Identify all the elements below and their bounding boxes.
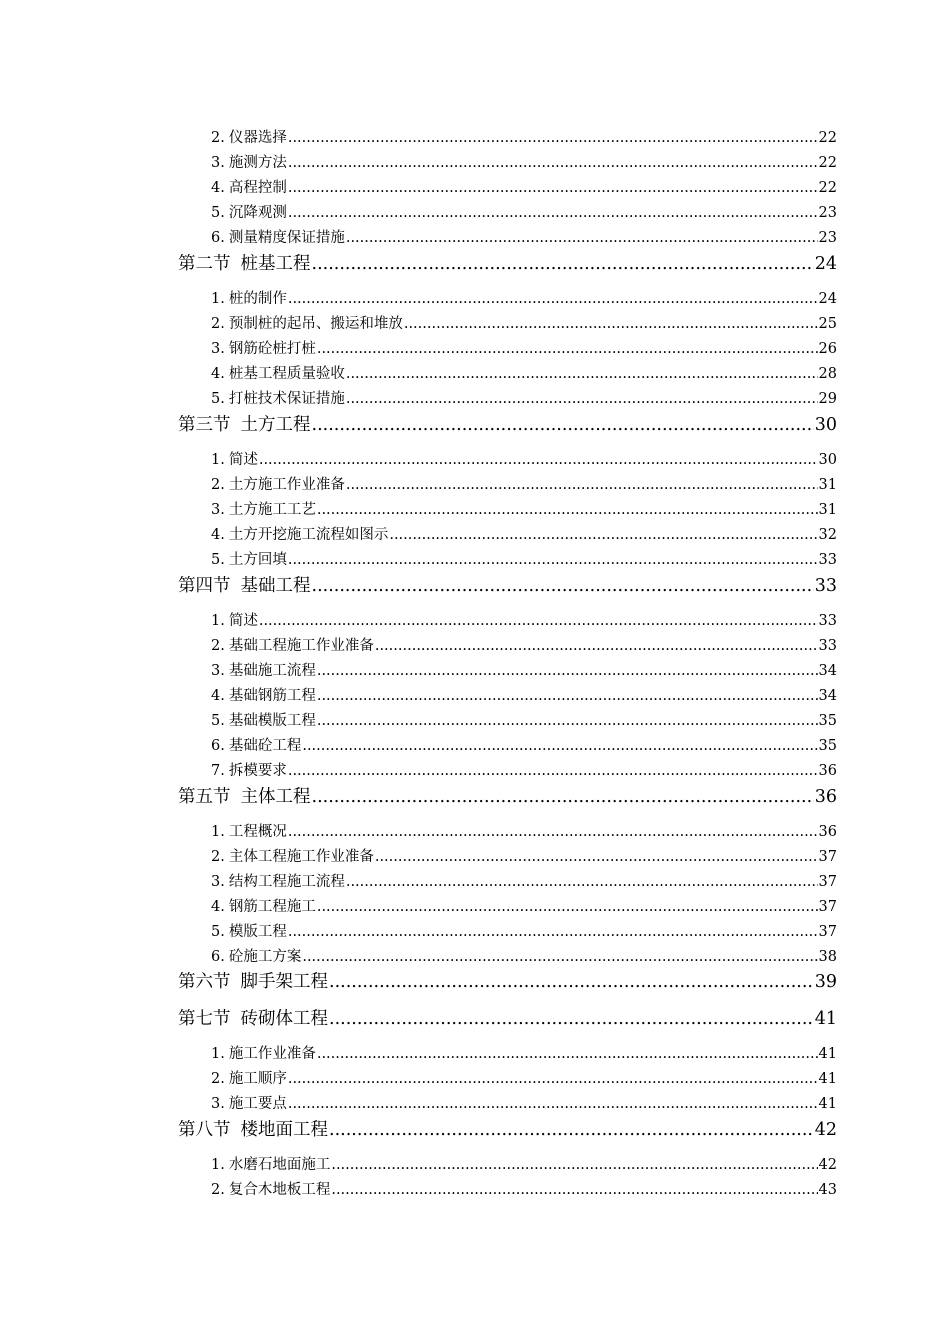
toc-entry-title: 基础施工流程 (228, 663, 316, 679)
toc-entry-number: 2. (211, 130, 225, 146)
toc-entry-label (211, 1069, 287, 1089)
toc-leader-dots (312, 785, 814, 809)
toc-leader-dots (317, 1044, 818, 1064)
toc-entry-title: 基础工程 (240, 576, 311, 596)
toc-entry-number: 7. (211, 763, 225, 779)
toc-entry-number: 4. (211, 688, 225, 704)
toc-entry-label (211, 178, 287, 198)
toc-entry-number: 4. (211, 366, 225, 382)
toc-subsection-entry[interactable] (211, 203, 837, 223)
toc-subsection-entry[interactable] (211, 1094, 837, 1114)
toc-entry-title: 土方回填 (228, 552, 287, 568)
toc-section-entry[interactable] (178, 1007, 837, 1031)
toc-page-number: 30 (818, 452, 837, 468)
toc-entry-title: 施测方法 (228, 155, 287, 171)
toc-leader-dots (331, 1155, 817, 1175)
toc-subsection-entry[interactable] (211, 339, 837, 359)
toc-subsection-entry[interactable] (211, 178, 837, 198)
toc-page-number: 30 (814, 415, 837, 435)
toc-subsection-entry[interactable] (211, 475, 837, 495)
toc-page-number: 36 (818, 824, 837, 840)
toc-leader-dots (375, 636, 818, 656)
toc-section-entry[interactable] (178, 970, 837, 994)
toc-subsection-entry[interactable] (211, 847, 837, 867)
toc-page-number: 37 (818, 899, 837, 915)
toc-entry-title: 拆模要求 (228, 763, 287, 779)
toc-entry-title: 钢筋砼桩打桩 (228, 341, 316, 357)
toc-page-number: 24 (814, 254, 837, 274)
toc-entry-title: 土方开挖施工流程如图示 (228, 527, 389, 543)
toc-entry-title: 桩基工程质量验收 (228, 366, 345, 382)
toc-page-number: 29 (818, 391, 837, 407)
toc-section-entry[interactable] (178, 1118, 837, 1142)
toc-entry-title: 基础钢筋工程 (228, 688, 316, 704)
toc-page-number: 36 (818, 763, 837, 779)
toc-page-number: 22 (818, 180, 837, 196)
toc-entry-label (211, 872, 345, 892)
toc-entry-number: 5. (211, 713, 225, 729)
toc-entry-label (211, 314, 403, 334)
toc-leader-dots (346, 389, 818, 409)
toc-entry-number: 3. (211, 663, 225, 679)
toc-entry-number: 1. (211, 824, 225, 840)
toc-entry-label (178, 413, 311, 437)
toc-entry-label (211, 711, 316, 731)
toc-entry-number: 3. (211, 155, 225, 171)
toc-leader-dots (404, 314, 818, 334)
toc-entry-number: 2. (211, 316, 225, 332)
toc-entry-number: 3. (211, 874, 225, 890)
toc-entry-number: 5. (211, 924, 225, 940)
toc-entry-title: 砖砌体工程 (240, 1009, 328, 1029)
toc-subsection-entry[interactable] (211, 636, 837, 656)
toc-entry-title: 复合木地板工程 (228, 1182, 331, 1198)
toc-entry-title: 高程控制 (228, 180, 287, 196)
toc-subsection-entry[interactable] (211, 500, 837, 520)
toc-entry-number: 4. (211, 899, 225, 915)
toc-entry-title: 脚手架工程 (240, 972, 328, 992)
toc-entry-title: 工程概况 (228, 824, 287, 840)
toc-entry-label (211, 203, 287, 223)
toc-leader-dots (288, 289, 818, 309)
toc-page-number: 24 (818, 291, 837, 307)
toc-subsection-entry[interactable] (211, 611, 837, 631)
toc-leader-dots (331, 1180, 817, 1200)
toc-page-number: 23 (818, 230, 837, 246)
toc-entry-label (211, 339, 316, 359)
toc-entry-title: 楼地面工程 (240, 1120, 328, 1140)
toc-page-number: 32 (818, 527, 837, 543)
toc-leader-dots (346, 228, 818, 248)
toc-entry-number: 第六节 (178, 972, 231, 992)
toc-entry-label (211, 550, 287, 570)
toc-page-number: 41 (818, 1071, 837, 1087)
toc-entry-number: 3. (211, 502, 225, 518)
toc-entry-label (211, 1180, 330, 1200)
toc-entry-label (211, 289, 287, 309)
toc-subsection-entry[interactable] (211, 128, 837, 148)
toc-entry-title: 简述 (228, 452, 258, 468)
toc-leader-dots (317, 897, 818, 917)
toc-section-entry[interactable] (178, 413, 837, 437)
toc-entry-label (211, 636, 374, 656)
toc-entry-number: 第三节 (178, 415, 231, 435)
toc-subsection-entry[interactable] (211, 364, 837, 384)
toc-entry-number: 1. (211, 1157, 225, 1173)
toc-entry-number: 5. (211, 391, 225, 407)
toc-entry-label (211, 761, 287, 781)
toc-subsection-entry[interactable] (211, 1180, 837, 1200)
toc-entry-label (178, 574, 311, 598)
toc-entry-title: 水磨石地面施工 (228, 1157, 331, 1173)
toc-entry-title: 施工作业准备 (228, 1046, 316, 1062)
toc-leader-dots (346, 475, 818, 495)
toc-page-number: 33 (818, 613, 837, 629)
toc-entry-title: 结构工程施工流程 (228, 874, 345, 890)
toc-entry-label (211, 475, 345, 495)
toc-entry-label (211, 450, 258, 470)
toc-page-number: 33 (818, 638, 837, 654)
toc-leader-dots (288, 1069, 818, 1089)
toc-leader-dots (259, 611, 818, 631)
toc-page-number: 35 (818, 713, 837, 729)
toc-entry-title: 砼施工方案 (228, 949, 302, 965)
toc-entry-label (178, 252, 311, 276)
toc-subsection-entry[interactable] (211, 761, 837, 781)
toc-leader-dots (312, 413, 814, 437)
toc-entry-label (211, 661, 316, 681)
toc-entry-label (211, 1094, 287, 1114)
toc-subsection-entry[interactable] (211, 1155, 837, 1175)
toc-leader-dots (317, 500, 818, 520)
toc-subsection-entry[interactable] (211, 922, 837, 942)
toc-entry-number: 2. (211, 849, 225, 865)
toc-entry-label (178, 970, 328, 994)
toc-entry-title: 预制桩的起吊、搬运和堆放 (228, 316, 403, 332)
toc-section-entry[interactable] (178, 252, 837, 276)
toc-subsection-entry[interactable] (211, 872, 837, 892)
toc-entry-number: 4. (211, 527, 225, 543)
toc-subsection-entry[interactable] (211, 897, 837, 917)
toc-entry-number: 4. (211, 180, 225, 196)
toc-subsection-entry[interactable] (211, 1069, 837, 1089)
toc-leader-dots (329, 1118, 814, 1142)
toc-subsection-entry[interactable] (211, 389, 837, 409)
toc-page-number: 34 (818, 663, 837, 679)
toc-entry-label (211, 922, 287, 942)
toc-entry-title: 钢筋工程施工 (228, 899, 316, 915)
toc-leader-dots (288, 761, 818, 781)
toc-entry-label (178, 1007, 328, 1031)
toc-entry-title: 测量精度保证措施 (228, 230, 345, 246)
toc-entry-number: 1. (211, 452, 225, 468)
toc-leader-dots (259, 450, 818, 470)
toc-leader-dots (317, 661, 818, 681)
toc-page-number: 37 (818, 924, 837, 940)
toc-page-number: 43 (818, 1182, 837, 1198)
toc-leader-dots (302, 736, 817, 756)
toc-page-number: 31 (818, 502, 837, 518)
toc-page-number: 37 (818, 849, 837, 865)
toc-subsection-entry[interactable] (211, 661, 837, 681)
toc-entry-title: 基础模版工程 (228, 713, 316, 729)
toc-page-number: 39 (814, 972, 837, 992)
toc-entry-number: 6. (211, 230, 225, 246)
toc-page-number: 23 (818, 205, 837, 221)
toc-leader-dots (288, 550, 818, 570)
toc-entry-number: 2. (211, 477, 225, 493)
toc-leader-dots (346, 872, 818, 892)
toc-leader-dots (317, 339, 818, 359)
toc-leader-dots (288, 178, 818, 198)
toc-entry-number: 第八节 (178, 1120, 231, 1140)
toc-entry-title: 主体工程施工作业准备 (228, 849, 374, 865)
toc-entry-title: 桩基工程 (240, 254, 311, 274)
toc-entry-label (211, 128, 287, 148)
toc-subsection-entry[interactable] (211, 711, 837, 731)
toc-leader-dots (302, 947, 817, 967)
toc-entry-title: 简述 (228, 613, 258, 629)
toc-leader-dots (288, 203, 818, 223)
toc-leader-dots (288, 153, 818, 173)
toc-entry-title: 土方施工作业准备 (228, 477, 345, 493)
toc-page-number: 37 (818, 874, 837, 890)
toc-page-number: 33 (814, 576, 837, 596)
toc-entry-number: 5. (211, 205, 225, 221)
toc-entry-number: 第二节 (178, 254, 231, 274)
toc-entry-label (211, 1155, 330, 1175)
toc-entry-label (211, 736, 301, 756)
toc-page-number: 41 (814, 1009, 837, 1029)
toc-subsection-entry[interactable] (211, 153, 837, 173)
toc-entry-label (211, 611, 258, 631)
toc-subsection-entry[interactable] (211, 947, 837, 967)
toc-entry-label (211, 947, 301, 967)
toc-entry-number: 第四节 (178, 576, 231, 596)
toc-page-number: 26 (818, 341, 837, 357)
toc-subsection-entry[interactable] (211, 228, 837, 248)
toc-page-number: 41 (818, 1046, 837, 1062)
toc-entry-title: 基础砼工程 (228, 738, 302, 754)
toc-page-number: 34 (818, 688, 837, 704)
toc-subsection-entry[interactable] (211, 736, 837, 756)
toc-entry-title: 施工顺序 (228, 1071, 287, 1087)
toc-subsection-entry[interactable] (211, 550, 837, 570)
toc-entry-label (211, 500, 316, 520)
toc-entry-title: 桩的制作 (228, 291, 287, 307)
toc-entry-number: 1. (211, 291, 225, 307)
toc-entry-label (211, 153, 287, 173)
toc-entry-number: 2. (211, 638, 225, 654)
toc-leader-dots (317, 686, 818, 706)
toc-entry-label (211, 1044, 316, 1064)
toc-page-number: 31 (818, 477, 837, 493)
toc-leader-dots (288, 922, 818, 942)
toc-page-number: 38 (818, 949, 837, 965)
toc-subsection-entry[interactable] (211, 289, 837, 309)
toc-entry-label (211, 686, 316, 706)
toc-entry-number: 第五节 (178, 787, 231, 807)
toc-entry-title: 沉降观测 (228, 205, 287, 221)
toc-entry-number: 1. (211, 1046, 225, 1062)
toc-entry-title: 仪器选择 (228, 130, 287, 146)
toc-entry-label (211, 822, 287, 842)
toc-entry-number: 6. (211, 949, 225, 965)
toc-leader-dots (329, 970, 814, 994)
toc-entry-number: 5. (211, 552, 225, 568)
toc-subsection-entry[interactable] (211, 686, 837, 706)
toc-entry-title: 土方工程 (240, 415, 311, 435)
toc-subsection-entry[interactable] (211, 1044, 837, 1064)
toc-subsection-entry[interactable] (211, 314, 837, 334)
toc-entry-title: 打桩技术保证措施 (228, 391, 345, 407)
toc-entry-number: 2. (211, 1071, 225, 1087)
toc-page-number: 22 (818, 130, 837, 146)
toc-entry-number: 3. (211, 1096, 225, 1112)
toc-entry-title: 土方施工工艺 (228, 502, 316, 518)
toc-entry-title: 模版工程 (228, 924, 287, 940)
toc-entry-label (211, 847, 374, 867)
toc-page-number: 42 (818, 1157, 837, 1173)
toc-leader-dots (329, 1007, 814, 1031)
toc-entry-label (211, 897, 316, 917)
toc-subsection-entry[interactable] (211, 450, 837, 470)
toc-leader-dots (288, 128, 818, 148)
toc-entry-number: 6. (211, 738, 225, 754)
toc-page-number: 22 (818, 155, 837, 171)
toc-section-entry[interactable] (178, 574, 837, 598)
toc-leader-dots (346, 364, 818, 384)
toc-entry-number: 2. (211, 1182, 225, 1198)
toc-page-number: 36 (814, 787, 837, 807)
toc-entry-number: 第七节 (178, 1009, 231, 1029)
toc-entry-title: 施工要点 (228, 1096, 287, 1112)
toc-leader-dots (288, 1094, 818, 1114)
toc-entry-label (211, 364, 345, 384)
toc-entry-title: 主体工程 (240, 787, 311, 807)
toc-page-number: 33 (818, 552, 837, 568)
toc-page-number: 28 (818, 366, 837, 382)
toc-subsection-entry[interactable] (211, 822, 837, 842)
toc-entry-number: 3. (211, 341, 225, 357)
toc-entry-label (211, 389, 345, 409)
toc-leader-dots (288, 822, 818, 842)
toc-page-number: 42 (814, 1120, 837, 1140)
toc-page-number: 25 (818, 316, 837, 332)
toc-entry-label (211, 228, 345, 248)
toc-section-entry[interactable] (178, 785, 837, 809)
toc-subsection-entry[interactable] (211, 525, 837, 545)
toc-entry-label (178, 1118, 328, 1142)
toc-entry-label (211, 525, 388, 545)
toc-leader-dots (312, 574, 814, 598)
toc-entry-number: 1. (211, 613, 225, 629)
toc-leader-dots (317, 711, 818, 731)
toc-leader-dots (375, 847, 818, 867)
toc-entry-title: 基础工程施工作业准备 (228, 638, 374, 654)
toc-leader-dots (389, 525, 817, 545)
toc-page-number: 35 (818, 738, 837, 754)
toc-leader-dots (312, 252, 814, 276)
toc-entry-label (178, 785, 311, 809)
toc-page-number: 41 (818, 1096, 837, 1112)
